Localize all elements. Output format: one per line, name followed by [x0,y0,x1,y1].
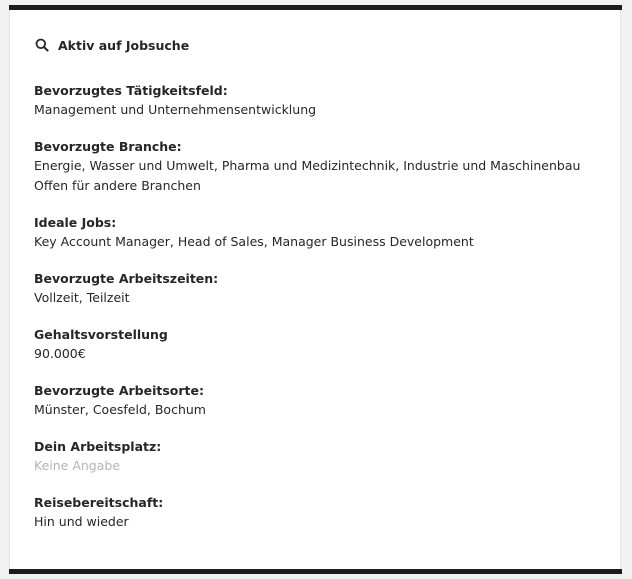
field-value: Münster, Coesfeld, Bochum [34,402,206,417]
job-preferences-card [9,10,621,569]
field-workplace [34,437,604,476]
field-label: Bevorzugte Arbeitsorte: [34,383,205,398]
field-label: Bevorzugte Arbeitszeiten: [34,271,219,286]
field-work-locations [34,381,604,420]
field-value: 90.000€ [34,346,86,361]
field-preferred-activity [34,81,604,120]
field-ideal-jobs [34,213,604,252]
field-label: Dein Arbeitsplatz: [34,439,162,454]
field-value-empty: Keine Angabe [34,458,121,473]
bottom-divider-bar [9,569,622,574]
field-value: Key Account Manager, Head of Sales, Manager Business Development [34,234,474,249]
field-label: Gehaltsvorstellung [34,327,168,342]
field-value: Energie, Wasser und Umwelt, Pharma und Medizintechnik, Industrie und Maschinenbau [34,158,581,173]
field-travel-willingness [34,493,604,532]
job-search-status-label: Aktiv auf Jobsuche [58,37,190,53]
field-label: Reisebereitschaft: [34,495,164,510]
field-value: Hin und wieder [34,514,129,529]
field-preferred-industry [34,137,604,196]
job-search-status [34,35,189,55]
field-working-hours [34,269,604,308]
field-salary-expectation [34,325,604,364]
search-icon [34,37,50,53]
field-value: Vollzeit, Teilzeit [34,290,130,305]
field-value: Offen für andere Branchen [34,178,201,193]
preferences-list [34,81,604,549]
field-label: Ideale Jobs: [34,215,117,230]
field-label: Bevorzugte Branche: [34,139,182,154]
field-value: Management und Unternehmensentwicklung [34,102,317,117]
field-label: Bevorzugtes Tätigkeitsfeld: [34,83,228,98]
